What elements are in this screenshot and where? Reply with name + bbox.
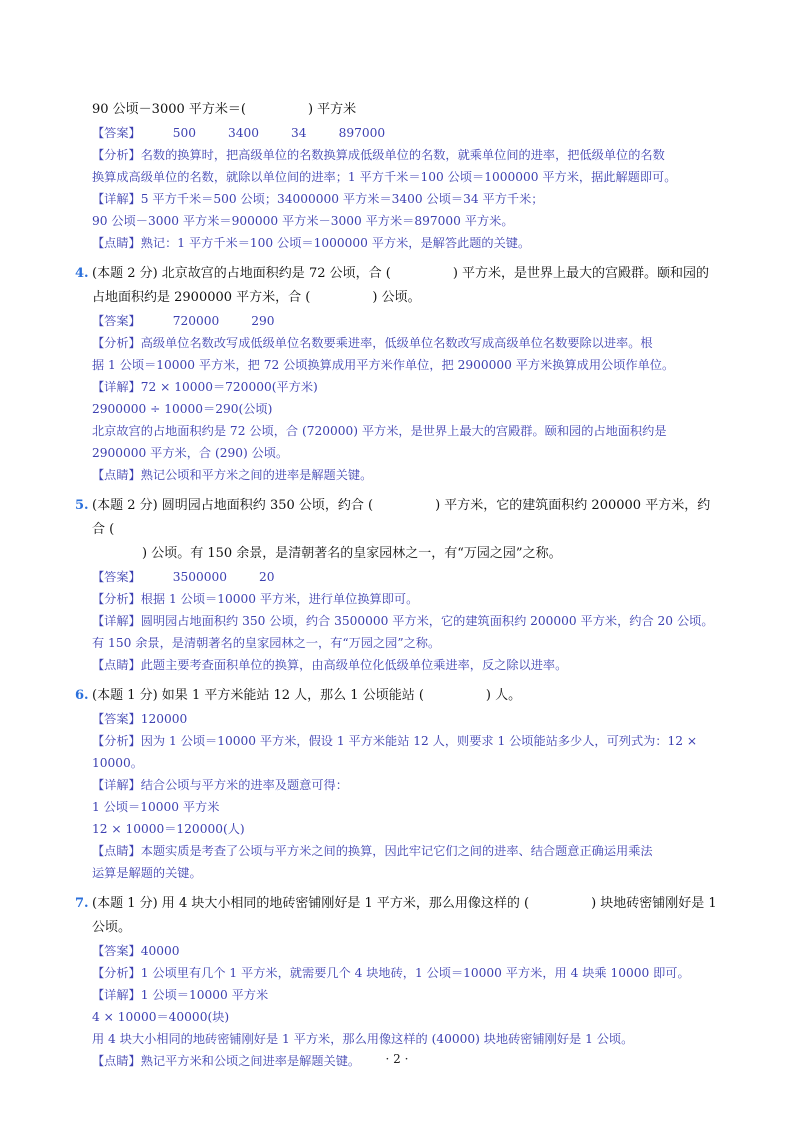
q4-stem-cont: [92, 286, 722, 310]
analysis-tag: 【分析】: [92, 966, 141, 980]
detail-tag: 【详解】: [92, 380, 141, 394]
detail-text: 有 150 余景，是清朝著名的皇家园林之一，有“万园之园”之称。: [92, 636, 441, 650]
q4-tip: [92, 464, 722, 486]
q4-answer: [92, 310, 722, 332]
tip-tag: 【点睛】: [92, 468, 141, 482]
tip-text: 熟记：1 平方千米＝100 公顷＝1000000 平方米，是解答此题的关键。: [140, 236, 531, 250]
answer-tag: 【答案】: [92, 570, 141, 584]
tip-text: 此题主要考查面积单位的换算，由高级单位化低级单位乘进率，反之除以进率。: [140, 658, 568, 672]
q4-stem-text: 占地面积约是 2900000 平方米，合 (: [92, 290, 311, 305]
q3-analysis: [92, 144, 722, 166]
detail-tag: 【详解】: [92, 988, 141, 1002]
answer-value: 897000: [338, 126, 386, 140]
q4-stem-text: (本题 2 分) 北京故宫的占地面积约是 72 公顷，合 (: [92, 266, 391, 281]
detail-tag: 【详解】: [92, 778, 141, 792]
q7-stem-text: ) 块地砖密铺刚好是 1: [591, 896, 717, 911]
q6-answer: [92, 708, 722, 730]
tip-text: 熟记公顷和平方米之间的进率是解题关键。: [140, 468, 373, 482]
q7-stem: [75, 892, 722, 916]
analysis-tag: 【分析】: [92, 336, 141, 350]
q4-analysis-cont: [92, 354, 722, 376]
detail-text: 用 4 块大小相同的地砖密铺刚好是 1 平方米，那么用像这样的 (40000) 块地砖密铺刚好是 1 公顷。: [92, 1032, 634, 1046]
answer-value: 500: [172, 126, 197, 140]
question-number: 4.: [75, 266, 89, 281]
q3-stem-text: 90 公顷－3000 平方米＝(: [92, 102, 246, 117]
q3-detail-cont: [92, 210, 722, 232]
q3-answer: [92, 122, 722, 144]
answer-tag: 【答案】: [92, 126, 141, 140]
answer-value: 20: [259, 570, 275, 584]
tip-text: 本题实质是考查了公顷与平方米之间的换算，因此牢记它们之间的进率、结合题意正确运用乘法: [140, 844, 653, 858]
q4-stem-text: ) 公顷。: [372, 290, 421, 305]
q6-detail-cont: [92, 796, 722, 818]
page-number: · 2 ·: [385, 1052, 409, 1066]
q7-stem-text: (本题 1 分) 用 4 块大小相同的地砖密铺刚好是 1 平方米，那么用像这样的 (: [92, 896, 530, 911]
answer-value: 720000: [172, 314, 220, 328]
q4-detail-cont: [92, 420, 722, 442]
detail-text: 5 平方千米＝500 公顷；34000000 平方米＝3400 公顷＝34 平方千米；: [140, 192, 544, 206]
q4-analysis: [92, 332, 722, 354]
analysis-text: 名数的换算时，把高级单位的名数换算成低级单位的名数，就乘单位间的进率，把低级单位的名数: [140, 148, 665, 162]
answer-value: 3500000: [172, 570, 228, 584]
tip-tag: 【点睛】: [92, 658, 141, 672]
answer-tag: 【答案】: [92, 712, 141, 726]
q6-analysis: [92, 730, 722, 752]
answer-value: 120000: [140, 712, 188, 726]
q3-analysis-cont: [92, 166, 722, 188]
q6-tip: [92, 840, 722, 862]
q6-detail-cont: [92, 818, 722, 840]
analysis-text: 换算成高级单位的名数，就除以单位间的进率；1 平方千米＝100 公顷＝1000000 平方米，据此解题即可。: [92, 170, 677, 184]
q5-analysis: [92, 588, 722, 610]
q6-detail: [92, 774, 722, 796]
q4-stem: [75, 262, 722, 286]
q5-stem-cont: [92, 542, 722, 566]
question-number: 5.: [75, 498, 89, 513]
q6-stem-text: ) 人。: [485, 688, 522, 703]
question-number: 6.: [75, 688, 89, 703]
question-number: 7.: [75, 896, 89, 911]
q3-tip: [92, 232, 722, 254]
analysis-text: 10000。: [92, 756, 143, 770]
answer-value: 3400: [228, 126, 260, 140]
q6-stem: [75, 684, 722, 708]
detail-text: 北京故宫的占地面积约是 72 公顷，合 (720000) 平方米，是世界上最大的宫殿群。颐和园的占地面积约是: [92, 424, 667, 438]
q5-stem: [75, 494, 722, 542]
q4-detail: [92, 376, 722, 398]
q5-answer: [92, 566, 722, 588]
analysis-text: 高级单位名数改写成低级单位名数要乘进率，低级单位名数改写成高级单位名数要除以进率。根: [140, 336, 653, 350]
q7-detail-cont: [92, 1028, 722, 1050]
q6-stem-text: (本题 1 分) 如果 1 平方米能站 12 人，那么 1 公顷能站 (: [92, 688, 424, 703]
tip-text: 熟记平方米和公顷之间进率是解题关键。: [140, 1054, 361, 1068]
tip-tag: 【点睛】: [92, 1054, 141, 1068]
q3-stem-text-tail: ) 平方米: [307, 102, 357, 117]
q7-answer: [92, 940, 722, 962]
q4-detail-cont: [92, 398, 722, 420]
analysis-text: 根据 1 公顷＝10000 平方米，进行单位换算即可。: [140, 592, 419, 606]
tip-tag: 【点睛】: [92, 844, 141, 858]
q6-analysis-cont: [92, 752, 722, 774]
q7-analysis: [92, 962, 722, 984]
detail-text: 1 公顷＝10000 平方米: [140, 988, 269, 1002]
detail-tag: 【详解】: [92, 614, 141, 628]
analysis-text: 1 公顷里有几个 1 平方米，就需要几个 4 块地砖，1 公顷＝10000 平方米，用 4 块乘 10000 即可。: [140, 966, 690, 980]
analysis-tag: 【分析】: [92, 592, 141, 606]
analysis-tag: 【分析】: [92, 734, 141, 748]
detail-text: 结合公顷与平方米的进率及题意可得：: [140, 778, 348, 792]
analysis-text: 据 1 公顷＝10000 平方米，把 72 公顷换算成用平方米作单位，把 2900000 平方米换算成用公顷作单位。: [92, 358, 675, 372]
q3-stem-tail: [92, 98, 722, 122]
q4-stem-text: ) 平方米，是世界上最大的宫殿群。颐和园的: [452, 266, 710, 281]
page-content: [75, 98, 722, 1072]
q5-detail-cont: [92, 632, 722, 654]
detail-text: 72 × 10000＝720000(平方米): [140, 380, 318, 394]
q5-stem-text: ) 平方米，它的建筑面积约 200000 平方米，约合 (: [92, 498, 711, 537]
q7-detail: [92, 984, 722, 1006]
answer-value: 40000: [140, 944, 180, 958]
detail-text: 2900000 平方米，合 (290) 公顷。: [92, 446, 289, 460]
detail-tag: 【详解】: [92, 192, 141, 206]
q7-stem-text: 公顷。: [92, 920, 132, 935]
q7-detail-cont: [92, 1006, 722, 1028]
q5-detail: [92, 610, 722, 632]
answer-tag: 【答案】: [92, 944, 141, 958]
answer-tag: 【答案】: [92, 314, 141, 328]
answer-value: 290: [251, 314, 275, 328]
q5-tip: [92, 654, 722, 676]
q4-detail-cont: [92, 442, 722, 464]
detail-text: 90 公顷－3000 平方米＝900000 平方米－3000 平方米＝897000 平方米。: [92, 214, 514, 228]
detail-text: 12 × 10000＝120000(人): [92, 822, 245, 836]
answer-value: 34: [291, 126, 307, 140]
q7-stem-cont: [92, 916, 722, 940]
q5-stem-text: (本题 2 分) 圆明园占地面积约 350 公顷，约合 (: [92, 498, 374, 513]
q3-detail: [92, 188, 722, 210]
detail-text: 4 × 10000＝40000(块): [92, 1010, 230, 1024]
tip-tag: 【点睛】: [92, 236, 141, 250]
q5-stem-text: ) 公顷。有 150 余景，是清朝著名的皇家园林之一，有“万园之园”之称。: [142, 546, 562, 561]
tip-text: 运算是解题的关键。: [92, 866, 202, 880]
analysis-tag: 【分析】: [92, 148, 141, 162]
detail-text: 2900000 ÷ 10000＝290(公顷): [92, 402, 273, 416]
detail-text: 1 公顷＝10000 平方米: [92, 800, 220, 814]
analysis-text: 因为 1 公顷＝10000 平方米，假设 1 平方米能站 12 人，则要求 1 公顷能站多少人，可列式为：12 ×: [140, 734, 698, 748]
q6-tip-cont: [92, 862, 722, 884]
detail-text: 圆明园占地面积约 350 公顷，约合 3500000 平方米，它的建筑面积约 200000 平方米，约合 20 公顷。: [140, 614, 714, 628]
